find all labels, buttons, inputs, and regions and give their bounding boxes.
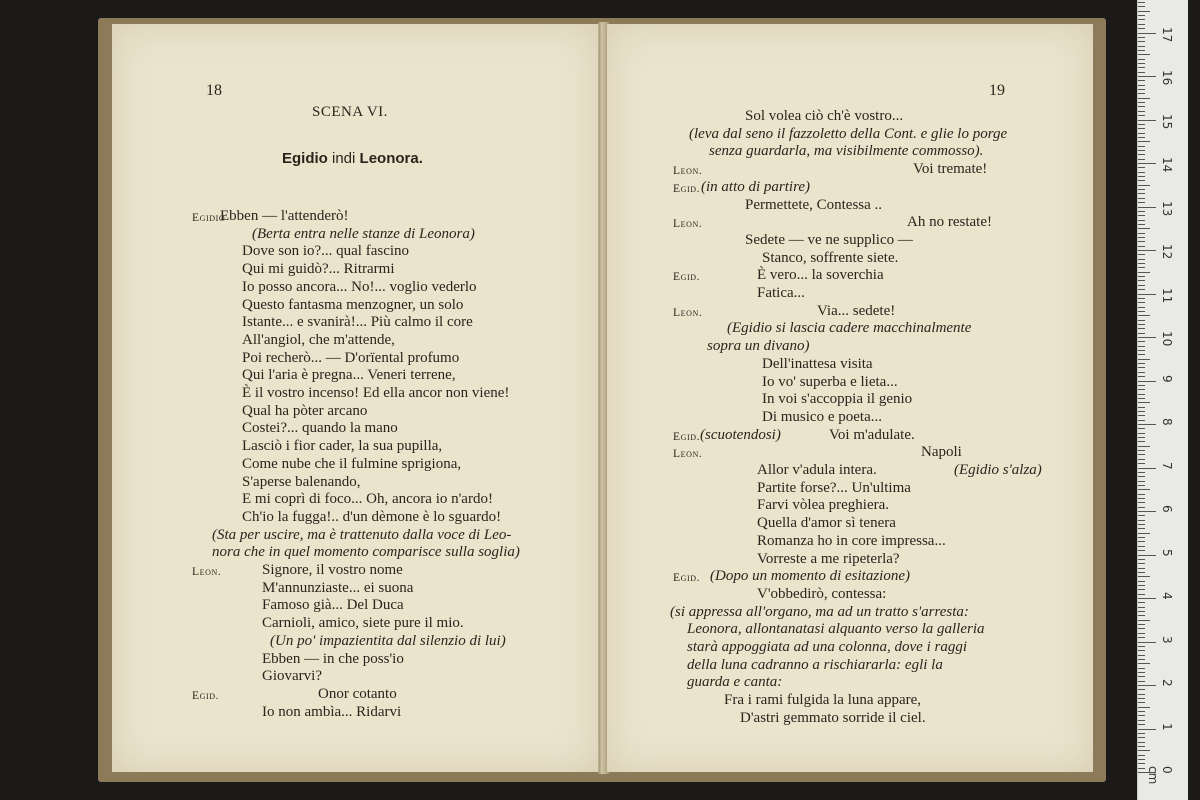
ruler-tick [1138,507,1145,508]
ruler-tick [1138,546,1145,547]
ruler-tick [1138,394,1145,395]
ruler-tick [1138,250,1156,251]
ruler-tick [1138,246,1145,247]
ruler-tick [1138,637,1145,638]
ruler-tick [1138,137,1145,138]
ruler-tick [1138,698,1145,699]
ruler-tick [1138,589,1145,590]
ruler-tick [1138,76,1156,77]
ruler-tick [1138,324,1145,325]
verse-line: Farvi vòlea preghiera. [757,497,890,514]
verse-line: Sol volea ciò ch'è vostro... [745,108,904,124]
ruler-tick [1138,663,1150,664]
ruler-tick [1138,385,1145,386]
ruler-tick [1138,737,1145,738]
verse-line: Qui l'aria è pregna... Veneri terrene, [242,367,456,384]
ruler-tick [1138,581,1145,582]
ruler-tick [1138,515,1145,516]
ruler-tick [1138,50,1145,51]
ruler-tick [1138,668,1145,669]
ruler-number: 13 [1160,200,1174,216]
ruler-tick [1138,263,1145,264]
ruler-tick [1138,241,1145,242]
ruler-tick [1138,2,1145,3]
ruler-tick [1138,672,1145,673]
ruler-tick [1138,450,1145,451]
ruler-tick [1138,267,1145,268]
ruler-tick [1138,446,1150,447]
ruler-number: 4 [1160,592,1174,600]
stage-direction: sopra un divano) [707,338,810,355]
ruler-tick [1138,185,1150,186]
ruler-tick [1138,372,1145,373]
verse-line: Voi tremate! [913,161,988,178]
ruler-tick [1138,289,1145,290]
measuring-ruler [1137,0,1188,800]
ruler-tick [1138,576,1150,577]
stage-direction: (Sta per uscire, ma è trattenuto dalla voce di Leo- [212,526,512,543]
ruler-tick [1138,459,1145,460]
ruler-tick [1138,224,1145,225]
verse-line: Qui mi guidò?... Ritrarmi [242,261,395,278]
ruler-tick [1138,198,1145,199]
verse-line: All'angiol, che m'attende, [242,331,395,348]
ruler-number: 6 [1160,505,1174,513]
ruler-tick [1138,694,1145,695]
verse-line: Stanco, soffrente siete. [762,249,899,266]
ruler-number: 8 [1160,418,1174,426]
verse-line: In voi s'accoppia il genio [762,391,913,408]
verse-line: Fatica... [757,285,805,301]
speaker-label: Egid. [673,182,701,195]
ruler-tick [1138,646,1145,647]
ruler-tick [1138,207,1156,208]
ruler-tick [1138,415,1145,416]
ruler-tick [1138,120,1156,121]
verse-line: Signore, il vostro nome [262,562,403,578]
ruler-tick [1138,702,1145,703]
ruler-tick [1138,411,1145,412]
ruler-number: 15 [1160,113,1174,129]
right-page [607,24,1093,772]
verse-line: Carnioli, amico, siete pure il mio. [262,615,464,632]
ruler-tick [1138,320,1145,321]
ruler-tick [1138,750,1150,751]
verse-line: Dell'inattesa visita [762,355,873,372]
verse-line: Napoli [921,444,962,461]
ruler-tick [1138,681,1145,682]
ruler-tick [1138,420,1145,421]
stage-direction: (leva dal seno il fazzoletto della Cont. e glie lo porge [689,125,1008,142]
verse-line: Qual ha pòter arcano [242,402,368,419]
heading-name-egidio: Egidio [282,150,328,167]
scene-heading [282,150,423,168]
ruler-tick [1138,46,1145,47]
verse-line: È vero... la soverchia [757,267,884,284]
page-number: 19 [989,82,1005,99]
ruler-tick [1138,354,1145,355]
speaker-label: Leon. [673,306,703,319]
ruler-tick [1138,180,1145,181]
speaker-label: Egid. [673,572,701,585]
verse-line: Questo fantasma menzogner, un solo [242,296,464,313]
ruler-tick [1138,294,1156,295]
ruler-tick [1138,524,1145,525]
ruler-tick [1138,211,1145,212]
ruler-tick [1138,650,1145,651]
scene-title: SCENA VI. [312,104,388,120]
ruler-tick [1138,102,1145,103]
verse-line: Istante... e svanirà!... Più calmo il core [242,314,473,331]
ruler-tick [1138,93,1145,94]
ruler-number: 0 cm [1146,766,1174,785]
ruler-tick [1138,585,1145,586]
ruler-tick [1138,511,1156,512]
verse-line: Voi m'adulate. [829,426,915,443]
ruler-tick [1138,172,1145,173]
verse-line: D'astri gemmato sorride il ciel. [740,709,926,726]
speaker-label: Leon. [673,218,703,231]
ruler-tick [1138,89,1145,90]
ruler-tick [1138,259,1145,260]
ruler-tick [1138,533,1150,534]
ruler-tick [1138,350,1145,351]
ruler-tick [1138,624,1145,625]
verse-line: Ebben — in che poss'io [262,650,404,667]
speaker-label: Egid. [192,689,220,702]
ruler-tick [1138,307,1145,308]
ruler-tick [1138,19,1145,20]
ruler-number: 11 [1160,287,1174,303]
verse-line: Ebben — l'attenderò! [220,208,349,224]
ruler-tick [1138,337,1156,338]
ruler-tick [1138,428,1145,429]
ruler-tick [1138,437,1145,438]
speaker-label: Egid. [673,271,701,284]
ruler-tick [1138,124,1145,125]
ruler-tick [1138,315,1150,316]
left-page [112,24,599,772]
verse-line: Via... sedete! [817,302,896,319]
ruler-tick [1138,615,1145,616]
stage-direction: della luna cadranno a rischiararla: egli la [687,656,943,673]
ruler-number: 10 [1160,331,1174,347]
ruler-tick [1138,607,1145,608]
verse-line: È il vostro incenso! Ed ella ancor non viene! [242,385,510,401]
ruler-tick [1138,33,1156,34]
ruler-tick [1138,520,1145,521]
ruler-tick [1138,54,1150,55]
ruler-tick [1138,398,1145,399]
ruler-number: 7 [1160,461,1174,470]
speaker-label: Egidio [192,212,226,224]
ruler-tick [1138,302,1145,303]
ruler-tick [1138,759,1145,760]
ruler-tick [1138,502,1145,503]
ruler-tick [1138,620,1150,621]
stage-direction: (Egidio s'alza) [954,462,1042,478]
ruler-tick [1138,159,1145,160]
ruler-tick [1138,763,1145,764]
ruler-tick [1138,628,1145,629]
stage-direction: senza guardarla, ma visibilmente commosso). [709,143,984,160]
ruler-tick [1138,676,1145,677]
verse-line: Permettete, Contessa .. [745,196,883,213]
ruler-number: 12 [1160,244,1174,260]
ruler-tick [1138,746,1145,747]
ruler-tick [1138,642,1156,643]
ruler-tick [1138,733,1145,734]
ruler-tick [1138,272,1150,273]
ruler-tick [1138,298,1145,299]
ruler-tick [1138,472,1145,473]
verse-line: Allor v'adula intera. [757,462,877,478]
stage-direction: (si appressa all'organo, ma ad un tratto s'arresta: [670,603,969,620]
ruler-tick [1138,189,1145,190]
ruler-tick [1138,311,1145,312]
ruler-tick [1138,41,1145,42]
verse-line: Vorreste a me ripeterla? [757,550,900,567]
ruler-tick [1138,407,1145,408]
ruler-tick [1138,568,1145,569]
verse-line: Come nube che il fulmine sprigiona, [242,455,462,472]
ruler-tick [1138,707,1150,708]
ruler-tick [1138,154,1145,155]
speaker-label: Egid. [673,430,701,443]
ruler-tick [1138,376,1145,377]
stage-direction: (Berta entra nelle stanze di Leonora) [252,225,475,242]
stage-direction: nora che in quel momento comparisce sulla soglia) [212,544,520,561]
ruler-tick [1138,6,1145,7]
ruler-tick [1138,167,1145,168]
ruler-tick [1138,494,1145,495]
verse-line: V'obbedirò, contessa: [757,585,887,602]
ruler-tick [1138,685,1156,686]
ruler-tick [1138,328,1145,329]
ruler-tick [1138,633,1145,634]
ruler-tick [1138,381,1156,382]
page-number: 18 [206,82,222,99]
ruler-tick [1138,454,1145,455]
stage-direction: (Un po' impazientita dal silenzio di lui) [270,632,506,649]
heading-connector: indi [332,150,356,167]
stage-direction: (Dopo un momento di esitazione) [710,568,910,585]
ruler-tick [1138,106,1145,107]
ruler-tick [1138,228,1150,229]
stage-direction: (Egidio si lascia cadere macchinalmente [727,320,972,337]
speaker-label: Leon. [192,566,222,578]
ruler-tick [1138,85,1145,86]
ruler-tick [1138,98,1150,99]
ruler-tick [1138,655,1145,656]
ruler-tick [1138,67,1145,68]
ruler-tick [1138,276,1145,277]
ruler-number: 17 [1160,26,1174,42]
ruler-tick [1138,237,1145,238]
ruler-tick [1138,37,1145,38]
verse-line: Quella d'amor sì tenera [757,515,896,532]
ruler-tick [1138,341,1145,342]
ruler-tick [1138,563,1145,564]
verse-line: E mi coprì di foco... Oh, ancora io n'ardo! [242,491,493,508]
ruler-tick [1138,742,1145,743]
ruler-tick [1138,215,1145,216]
verse-line: Ah no restate! [907,214,992,231]
ruler-tick [1138,346,1145,347]
ruler-tick [1138,402,1150,403]
verse-line: Io posso ancora... No!... voglio vederlo [242,278,477,295]
ruler-tick [1138,233,1145,234]
verse-line: Lasciò i fior cader, la sua pupilla, [242,438,443,455]
ruler-tick [1138,280,1145,281]
ruler-tick [1138,59,1145,60]
ruler-tick [1138,541,1145,542]
ruler-tick [1138,468,1156,469]
stage-direction: (in atto di partire) [701,178,811,195]
speaker-label: Leon. [673,165,703,178]
ruler-tick [1138,163,1156,164]
ruler-tick [1138,333,1145,334]
ruler-tick [1138,755,1145,756]
ruler-tick [1138,424,1156,425]
ruler-number: 1 [1160,722,1174,731]
ruler-tick [1138,489,1150,490]
ruler-tick [1138,63,1145,64]
verse-line: Dove son io?... qual fascino [242,243,410,260]
verse-line: Fra i rami fulgida la luna appare, [724,692,922,709]
ruler-tick [1138,220,1145,221]
verse-line: S'aperse balenando, [242,473,361,490]
stage-direction: guarda e canta: [687,674,783,691]
ruler-tick [1138,481,1145,482]
ruler-tick [1138,720,1145,721]
ruler-tick [1138,115,1145,116]
ruler-tick [1138,176,1145,177]
ruler-tick [1138,254,1145,255]
ruler-tick [1138,537,1145,538]
speaker-label: Leon. [673,448,703,461]
ruler-tick [1138,768,1145,769]
heading-name-leonora: Leonora. [359,150,423,167]
ruler-tick [1138,150,1145,151]
ruler-tick [1138,555,1156,556]
ruler-tick [1138,359,1150,360]
ruler-tick [1138,15,1145,16]
ruler-tick [1138,367,1145,368]
ruler-tick [1138,528,1145,529]
ruler-tick [1138,80,1145,81]
verse-line: Sedete — ve ne supplico — [745,231,913,248]
ruler-tick [1138,441,1145,442]
ruler-tick [1138,729,1156,730]
ruler-tick [1138,724,1145,725]
ruler-tick [1138,463,1145,464]
verse-line: Di musico e poeta... [762,408,882,425]
ruler-tick [1138,363,1145,364]
ruler-tick [1138,611,1145,612]
ruler-tick [1138,715,1145,716]
ruler-number: 5 [1160,548,1174,557]
verse-line: Giovarvi? [262,668,322,685]
ruler-number: 2 [1160,679,1174,687]
ruler-tick [1138,433,1145,434]
ruler-tick [1138,572,1145,573]
ruler-number: 14 [1160,157,1174,173]
ruler-tick [1138,133,1145,134]
verse-line: Costei?... quando la mano [242,420,398,437]
ruler-tick [1138,128,1145,129]
stage-direction: Leonora, allontanatasi alquanto verso la galleria [687,621,985,638]
ruler-tick [1138,689,1145,690]
verse-line: Io vo' superba e lieta... [762,373,898,390]
ruler-tick [1138,72,1145,73]
ruler-tick [1138,711,1145,712]
ruler-tick [1138,202,1145,203]
ruler-tick [1138,24,1145,25]
ruler-tick [1138,485,1145,486]
ruler-number: 16 [1160,70,1174,86]
ruler-tick [1138,602,1145,603]
ruler-tick [1138,28,1145,29]
verse-line: Poi recherò... — D'orïental profumo [242,349,460,366]
verse-line: Partite forse?... Un'ultima [757,479,911,496]
verse-line: M'annunziaste... ei suona [262,579,414,596]
ruler-tick [1138,598,1156,599]
verse-line: Ch'io la fugga!.. d'un dèmone è lo sguardo! [242,508,502,525]
ruler-tick [1138,594,1145,595]
ruler-tick [1138,559,1145,560]
ruler-tick [1138,659,1145,660]
ruler-tick [1138,11,1150,12]
stage-direction: (scuotendosi) [700,426,781,443]
verse-line: Famoso già... Del Duca [262,597,404,614]
ruler-tick [1138,141,1150,142]
verse-line: Romanza ho in core impressa... [757,532,946,549]
ruler-number: 3 [1160,635,1174,644]
verse-line: Io non ambìa... Ridarvi [262,703,402,720]
ruler-tick [1138,193,1145,194]
ruler-tick [1138,111,1145,112]
ruler-tick [1138,550,1145,551]
ruler-tick [1138,285,1145,286]
ruler-tick [1138,476,1145,477]
stage-direction: starà appoggiata ad una colonna, dove i raggi [687,639,967,655]
ruler-tick [1138,498,1145,499]
verse-line: Onor cotanto [318,685,397,702]
ruler-tick [1138,389,1145,390]
ruler-tick [1138,146,1145,147]
ruler-number: 9 [1160,374,1174,383]
